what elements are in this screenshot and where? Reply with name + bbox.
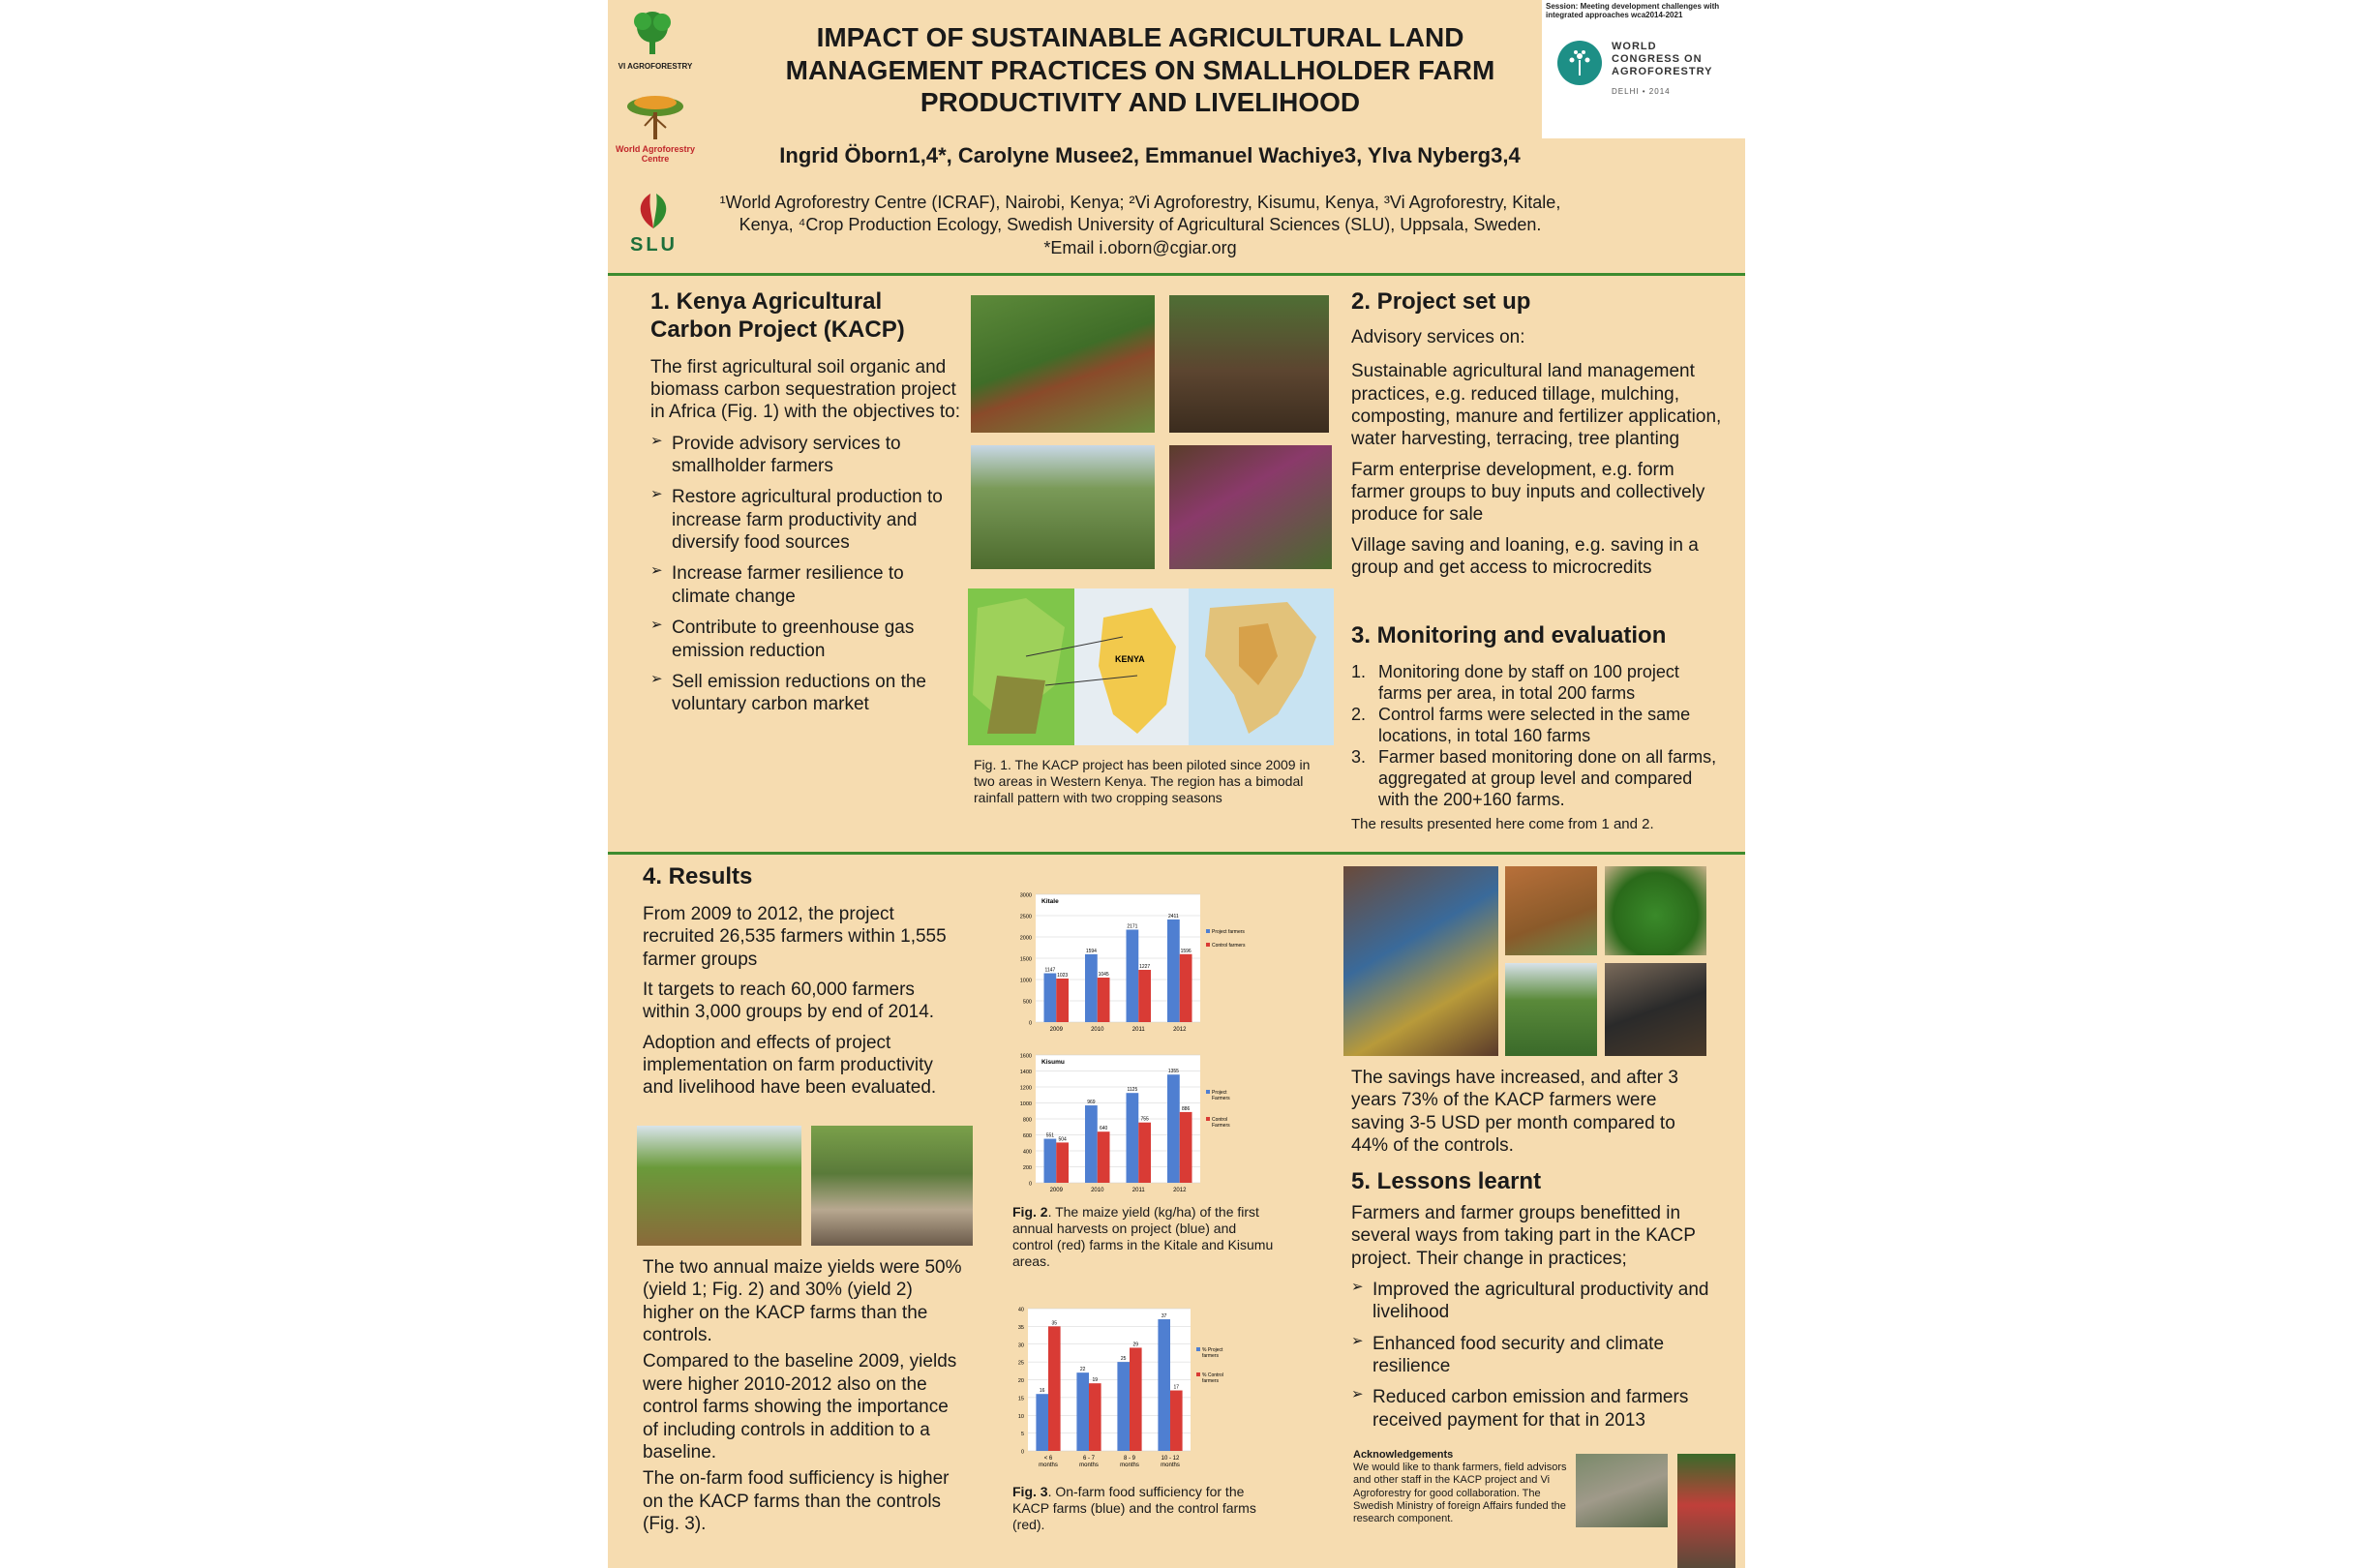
category-label: 2009 bbox=[1049, 1027, 1063, 1033]
bar bbox=[1138, 1123, 1151, 1183]
category-label: 2012 bbox=[1173, 1188, 1187, 1193]
legend-label: Control farmers bbox=[1212, 943, 1246, 949]
data-label: 2171 bbox=[1127, 923, 1138, 930]
category-label: 2010 bbox=[1091, 1188, 1104, 1193]
category-label: 2010 bbox=[1091, 1027, 1104, 1033]
section-2-item: Sustainable agricultural land management practices, e.g. reduced tillage, mulching, composting, manure and fertilizer application, water harvesting, terracing, tree planting bbox=[1351, 361, 1722, 450]
photo-tree-trunk bbox=[1576, 1454, 1668, 1527]
photo-farm-house bbox=[811, 1126, 973, 1246]
poster bbox=[608, 0, 1745, 1568]
data-label: 1227 bbox=[1139, 964, 1151, 971]
y-tick-label: 20 bbox=[1017, 1378, 1024, 1384]
ack-text: We would like to thank farmers, field advisors and other staff in the KACP project and Vi Agroforestry for good collaboration. The Swedish Ministry of foreign Affairs funded the research component. bbox=[1353, 1462, 1567, 1524]
y-tick-label: 25 bbox=[1017, 1360, 1024, 1367]
contact-email: *Email i.oborn@cgiar.org bbox=[1043, 237, 1237, 257]
photo-field bbox=[971, 445, 1155, 569]
category-label: 6 - 7 months bbox=[1079, 1456, 1099, 1468]
section-4-para: Adoption and effects of project implementation on farm productivity and livelihood have been evaluated. bbox=[643, 1032, 937, 1099]
section-4-para: Compared to the baseline 2009, yields were higher 2010-2012 also on the control farms showing the importance of including controls in addition to a baseline. bbox=[643, 1351, 957, 1462]
legend-swatch bbox=[1196, 1347, 1200, 1351]
section-5 bbox=[1351, 1168, 1734, 1432]
legend-label: Project Farmers bbox=[1212, 1090, 1230, 1101]
data-label: 25 bbox=[1120, 1356, 1127, 1363]
category-label: 2011 bbox=[1131, 1188, 1145, 1193]
data-label: 35 bbox=[1051, 1320, 1058, 1327]
section-2-lead: Advisory services on: bbox=[1351, 326, 1525, 347]
header-divider bbox=[608, 273, 1745, 276]
list-item: ➢ Restore agricultural production to increase farm productivity and diversify food sources bbox=[650, 486, 960, 554]
y-tick-label: 5 bbox=[1020, 1432, 1024, 1438]
data-label: 2411 bbox=[1167, 913, 1179, 920]
list-item: ➢ Provide advisory services to smallholder farmers bbox=[650, 433, 960, 478]
data-label: 19 bbox=[1092, 1377, 1099, 1384]
bar bbox=[1089, 1383, 1101, 1451]
section-1-heading: 1. Kenya Agricultural Carbon Project (KACP) bbox=[650, 288, 905, 343]
y-tick-label: 1200 bbox=[1019, 1085, 1032, 1092]
bar bbox=[1098, 1131, 1110, 1183]
y-tick-label: 1600 bbox=[1019, 1053, 1032, 1060]
bar bbox=[1044, 974, 1057, 1022]
data-label: 29 bbox=[1132, 1342, 1139, 1348]
y-tick-label: 40 bbox=[1017, 1307, 1024, 1313]
data-label: 1125 bbox=[1127, 1087, 1138, 1094]
data-label: 1023 bbox=[1057, 972, 1069, 979]
data-label: 37 bbox=[1161, 1313, 1167, 1320]
data-label: 17 bbox=[1173, 1384, 1180, 1391]
section-5-heading: 5. Lessons learnt bbox=[1351, 1168, 1542, 1194]
y-tick-label: 1000 bbox=[1019, 978, 1032, 984]
y-tick-label: 400 bbox=[1022, 1149, 1032, 1156]
section-3-note: The results presented here come from 1 and 2. bbox=[1351, 816, 1654, 833]
chart-title: Kisumu bbox=[1041, 1059, 1065, 1066]
category-label: 2009 bbox=[1049, 1188, 1063, 1193]
vi-logo-text: VI AGROFORESTRY bbox=[618, 62, 693, 71]
bar bbox=[1180, 1112, 1192, 1183]
category-label: 2011 bbox=[1131, 1027, 1145, 1033]
logo-column bbox=[608, 0, 700, 269]
data-label: 755 bbox=[1140, 1116, 1149, 1123]
list-item: ➢ Enhanced food security and climate resilience bbox=[1351, 1333, 1734, 1378]
y-tick-label: 10 bbox=[1017, 1413, 1024, 1420]
list-item: ➢ Contribute to greenhouse gas emission reduction bbox=[650, 617, 960, 662]
section-3-list bbox=[1351, 662, 1724, 811]
y-tick-label: 1500 bbox=[1019, 956, 1032, 963]
section-2-item: Village saving and loaning, e.g. saving in a group and get access to microcredits bbox=[1351, 534, 1699, 579]
savings-text: The savings have increased, and after 3 years 73% of the KACP farmers were saving 3-5 USD per month compared to 44% of the controls. bbox=[1351, 1068, 1678, 1157]
bar bbox=[1048, 1326, 1061, 1451]
y-tick-label: 1000 bbox=[1019, 1101, 1032, 1107]
category-label: 2012 bbox=[1173, 1027, 1187, 1033]
affiliation-line-2: Kenya, ⁴Crop Production Ecology, Swedish University of Agricultural Sciences (SLU), Uppsala, Sweden. bbox=[739, 215, 1542, 235]
photo-savings-group bbox=[1343, 866, 1498, 1056]
map-figure bbox=[968, 588, 1334, 745]
data-label: 640 bbox=[1099, 1126, 1108, 1132]
data-label: 969 bbox=[1087, 1100, 1096, 1106]
affiliations bbox=[705, 192, 1576, 259]
icraf-tree-logo-icon bbox=[625, 93, 685, 141]
section-2-item: Farm enterprise development, e.g. form farmer groups to buy inputs and collectively produce for sale bbox=[1351, 459, 1705, 526]
photo-homestead bbox=[1505, 963, 1597, 1056]
y-tick-label: 600 bbox=[1022, 1133, 1032, 1139]
bar bbox=[1158, 1319, 1170, 1451]
y-tick-label: 0 bbox=[1028, 1181, 1032, 1188]
photo-composting bbox=[1169, 295, 1329, 433]
list-item: ➢ Improved the agricultural productivity and livelihood bbox=[1351, 1279, 1734, 1324]
y-tick-label: 800 bbox=[1022, 1117, 1032, 1124]
legend-swatch bbox=[1206, 1117, 1210, 1121]
section-4-heading: 4. Results bbox=[643, 863, 753, 890]
legend-swatch bbox=[1196, 1372, 1200, 1376]
section-3 bbox=[1351, 622, 1724, 833]
y-tick-label: 3000 bbox=[1019, 892, 1032, 899]
data-label: 1594 bbox=[1085, 948, 1097, 954]
chart-food-sufficiency bbox=[995, 1299, 1276, 1478]
section-5-bullets bbox=[1351, 1279, 1734, 1432]
congress-name: WORLD CONGRESS ON AGROFORESTRY bbox=[1612, 41, 1713, 78]
list-item: 2. Control farms were selected in the same locations, in total 160 farms bbox=[1351, 704, 1691, 745]
bar bbox=[1127, 1093, 1139, 1183]
section-3-heading: 3. Monitoring and evaluation bbox=[1351, 622, 1667, 648]
legend-swatch bbox=[1206, 943, 1210, 947]
photo-vegetables bbox=[1605, 866, 1706, 955]
section-2-heading: 2. Project set up bbox=[1351, 288, 1531, 315]
y-tick-label: 0 bbox=[1028, 1020, 1032, 1027]
section-2 bbox=[1351, 288, 1724, 579]
bar bbox=[1170, 1391, 1183, 1451]
bar bbox=[1085, 1105, 1098, 1183]
photo-farmer-woman bbox=[971, 295, 1155, 433]
section-4-lower bbox=[643, 1256, 962, 1535]
data-label: 16 bbox=[1039, 1388, 1045, 1395]
list-item: 1. Monitoring done by staff on 100 project farms per area, in total 200 farms bbox=[1351, 661, 1679, 703]
legend-label: Project farmers bbox=[1212, 929, 1245, 935]
slu-logo-text: SLU bbox=[630, 234, 678, 256]
data-label: 1045 bbox=[1098, 972, 1109, 979]
congress-tree-icon bbox=[1557, 41, 1602, 85]
bar bbox=[1130, 1347, 1142, 1451]
bar bbox=[1167, 1074, 1180, 1183]
y-tick-label: 30 bbox=[1017, 1342, 1024, 1349]
bar bbox=[1056, 1142, 1069, 1183]
vi-tree-logo-icon bbox=[631, 10, 674, 56]
data-label: 1355 bbox=[1167, 1069, 1179, 1075]
bar bbox=[1085, 954, 1098, 1022]
data-label: 1596 bbox=[1180, 948, 1192, 954]
y-tick-label: 15 bbox=[1017, 1396, 1024, 1402]
category-label: 10 - 12 months bbox=[1161, 1456, 1180, 1468]
bar bbox=[1138, 970, 1151, 1022]
fig2-caption: Fig. 2. The maize yield (kg/ha) of the first annual harvests on project (blue) and control (red) farms in the Kitale and Kisumu areas. bbox=[1012, 1204, 1274, 1270]
bar bbox=[1036, 1394, 1048, 1451]
legend-label: % Control farmers bbox=[1202, 1372, 1223, 1384]
list-item: ➢ Increase farmer resilience to climate change bbox=[650, 562, 960, 608]
congress-place: DELHI • 2014 bbox=[1612, 87, 1671, 96]
y-tick-label: 500 bbox=[1022, 999, 1032, 1006]
photo-goats bbox=[1505, 866, 1597, 955]
affiliation-line-1: ¹World Agroforestry Centre (ICRAF), Nairobi, Kenya; ²Vi Agroforestry, Kisumu, Kenya, ³Vi Agroforestry, Kitale, bbox=[719, 193, 1561, 212]
y-tick-label: 1400 bbox=[1019, 1070, 1032, 1075]
bar bbox=[1167, 920, 1180, 1022]
category-label: 8 - 9 months bbox=[1120, 1456, 1139, 1468]
legend-swatch bbox=[1206, 1090, 1210, 1094]
acknowledgements bbox=[1353, 1449, 1568, 1525]
photo-women-group bbox=[1169, 445, 1332, 569]
bar bbox=[1117, 1362, 1130, 1451]
mid-divider bbox=[608, 852, 1745, 855]
map-kenya-label: KENYA bbox=[1115, 654, 1145, 664]
data-label: 551 bbox=[1045, 1132, 1055, 1139]
session-text: Session: Meeting development challenges with integrated approaches wca2014-2021 bbox=[1546, 2, 1720, 20]
data-label: 1147 bbox=[1044, 967, 1056, 974]
slu-leaf-logo-icon bbox=[629, 190, 678, 232]
photo-cow-shed bbox=[1605, 963, 1706, 1056]
chart-kitale bbox=[995, 883, 1276, 1038]
bar bbox=[1044, 1139, 1057, 1183]
chart-title: Kitale bbox=[1041, 898, 1059, 905]
bar bbox=[1180, 954, 1192, 1022]
legend-label: Control Farmers bbox=[1212, 1117, 1230, 1129]
data-label: 886 bbox=[1181, 1105, 1191, 1112]
section-5-intro: Farmers and farmer groups benefitted in several ways from taking part in the KACP project. Their change in practices; bbox=[1351, 1202, 1696, 1269]
bar bbox=[1056, 979, 1069, 1022]
legend-swatch bbox=[1206, 929, 1210, 933]
section-4 bbox=[643, 863, 962, 1100]
poster-title: IMPACT OF SUSTAINABLE AGRICULTURAL LAND MANAGEMENT PRACTICES ON SMALLHOLDER FARM PRODUCTIVITY AND LIVELIHOOD bbox=[785, 22, 1495, 118]
y-tick-label: 0 bbox=[1020, 1449, 1024, 1456]
ack-heading: Acknowledgements bbox=[1353, 1449, 1454, 1461]
section-4-para: From 2009 to 2012, the project recruited 26,535 farmers within 1,555 farmer groups bbox=[643, 903, 947, 970]
y-tick-label: 2500 bbox=[1019, 914, 1032, 920]
category-label: < 6 months bbox=[1039, 1456, 1058, 1468]
fig3-caption: Fig. 3. On-farm food sufficiency for the KACP farms (blue) and the control farms (red). bbox=[1012, 1484, 1256, 1533]
bar bbox=[1098, 978, 1110, 1022]
y-tick-label: 200 bbox=[1022, 1165, 1032, 1171]
bar bbox=[1127, 929, 1139, 1022]
fig1-caption: Fig. 1. The KACP project has been piloted since 2009 in two areas in Western Kenya. The region has a bimodal rainfall pattern with two cropping seasons bbox=[974, 757, 1311, 806]
chart-kisumu bbox=[995, 1043, 1276, 1198]
congress-logo bbox=[1542, 0, 1745, 138]
list-item: ➢ Sell emission reductions on the voluntary carbon market bbox=[650, 671, 960, 716]
y-tick-label: 2000 bbox=[1019, 935, 1032, 942]
data-label: 22 bbox=[1079, 1367, 1086, 1373]
data-label: 504 bbox=[1058, 1136, 1067, 1143]
y-tick-label: 35 bbox=[1017, 1324, 1024, 1331]
photo-maize-field bbox=[637, 1126, 801, 1246]
section-4-para: The two annual maize yields were 50% (yield 1; Fig. 2) and 30% (yield 2) higher on the KACP farms than the controls. bbox=[643, 1257, 962, 1346]
list-item: ➢ Reduced carbon emission and farmers received payment for that in 2013 bbox=[1351, 1386, 1734, 1432]
list-item: 3. Farmer based monitoring done on all farms, aggregated at group level and compared with the 200+160 farms. bbox=[1351, 746, 1717, 809]
bar bbox=[1076, 1372, 1089, 1451]
authors: Ingrid Öborn1,4*, Carolyne Musee2, Emmanuel Wachiye3, Ylva Nyberg3,4 bbox=[779, 143, 1521, 167]
section-1-bullets bbox=[650, 433, 960, 716]
photo-researcher bbox=[1677, 1454, 1735, 1568]
icraf-logo-text: World Agroforestry Centre bbox=[615, 144, 695, 164]
section-1 bbox=[650, 288, 960, 716]
section-4-para: It targets to reach 60,000 farmers within 3,000 groups by end of 2014. bbox=[643, 979, 935, 1023]
section-1-intro: The first agricultural soil organic and biomass carbon sequestration project in Africa (Fig. 1) with the objectives to: bbox=[650, 356, 960, 423]
section-4-para: The on-farm food sufficiency is higher on the KACP farms than the controls (Fig. 3). bbox=[643, 1468, 950, 1534]
legend-label: % Project farmers bbox=[1202, 1347, 1223, 1359]
